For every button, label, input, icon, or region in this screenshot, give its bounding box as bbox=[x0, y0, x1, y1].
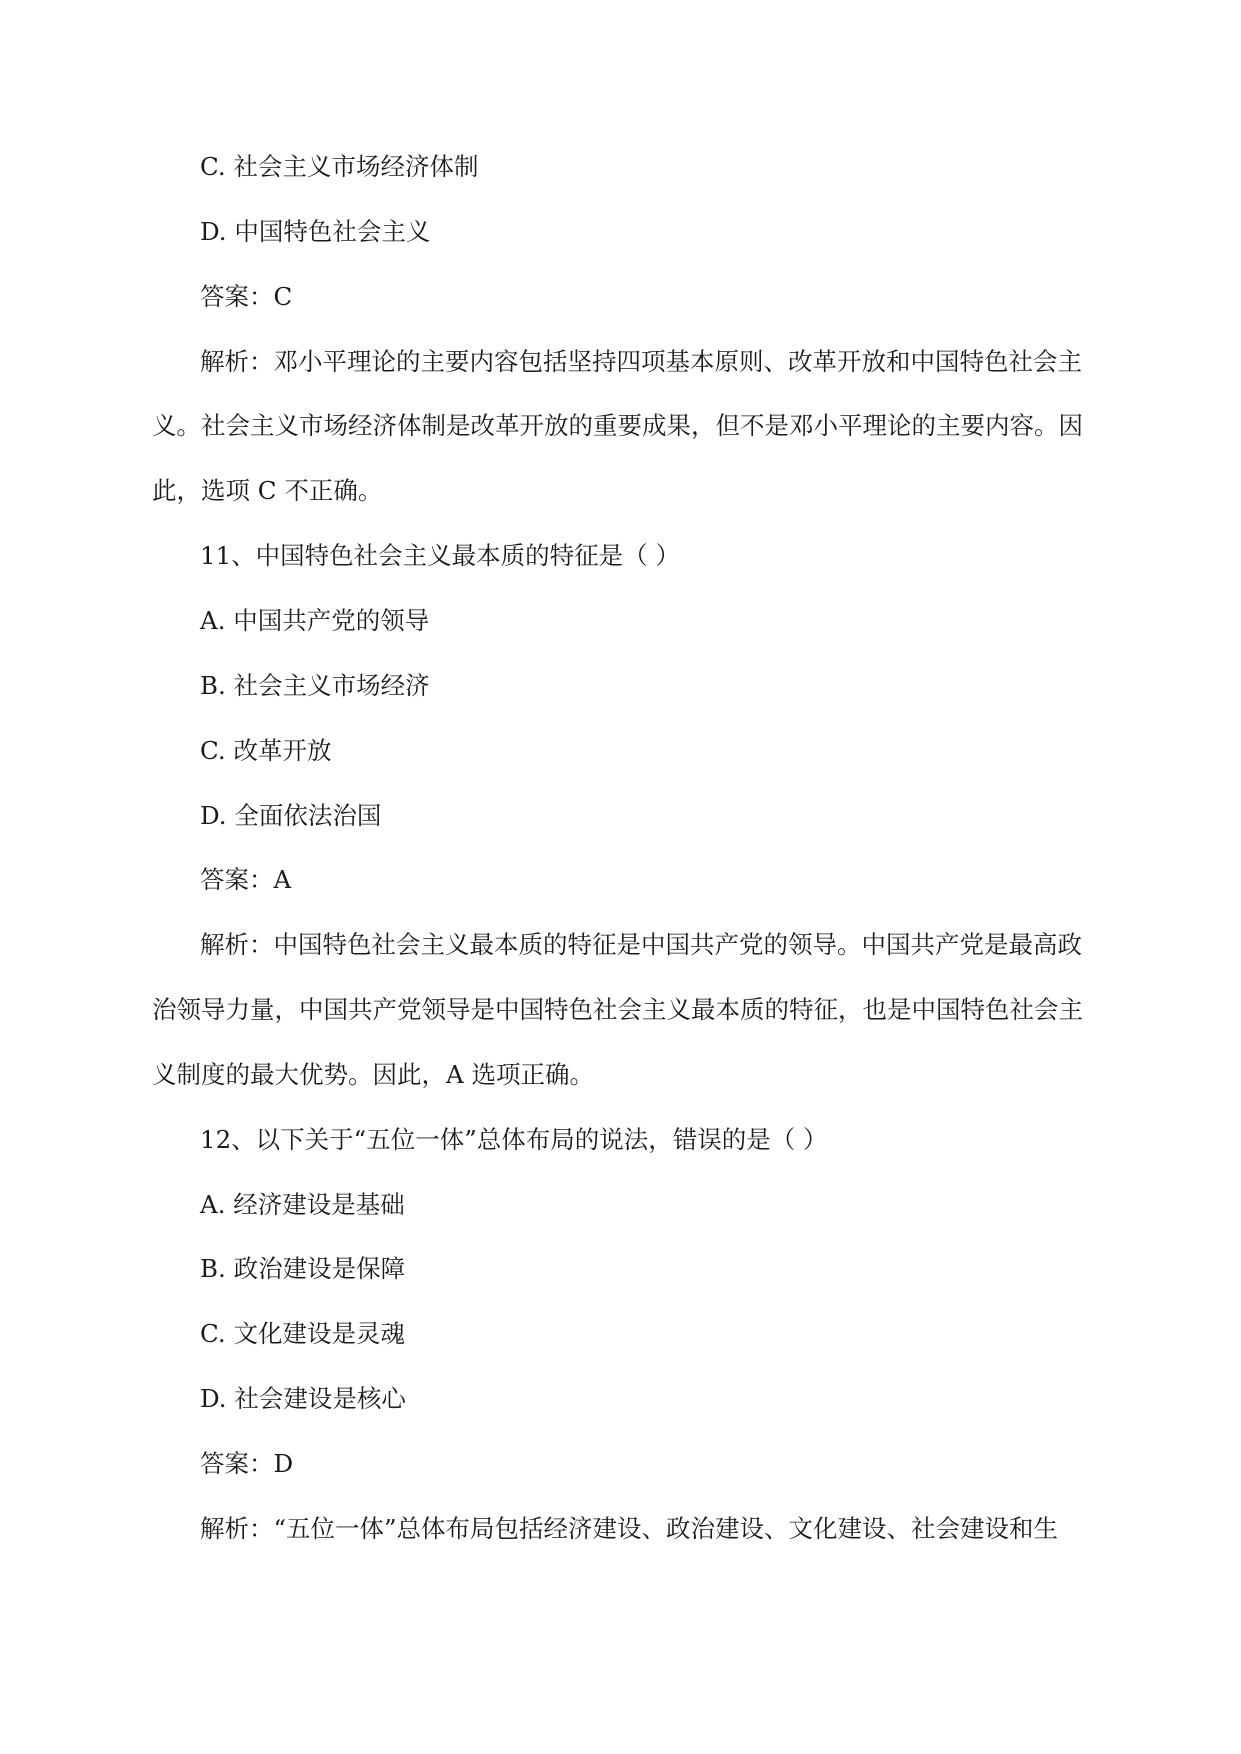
question-stem: 12、以下关于“五位一体”总体布局的说法，错误的是（ ） bbox=[200, 1125, 828, 1154]
explanation-line: 解析：中国特色社会主义最本质的特征是中国共产党的领导。中国共产党是最高政 bbox=[200, 930, 1082, 959]
option-text: D. 中国特色社会主义 bbox=[200, 217, 431, 246]
answer-line: 答案：C bbox=[200, 282, 293, 311]
explanation-line: 义制度的最大优势。因此，A 选项正确。 bbox=[152, 1060, 594, 1089]
option-text: C. 改革开放 bbox=[200, 736, 332, 765]
option-text: C. 文化建设是灵魂 bbox=[200, 1319, 405, 1348]
explanation-line: 治领导力量，中国共产党领导是中国特色社会主义最本质的特征，也是中国特色社会主 bbox=[152, 995, 1083, 1024]
explanation-line: 义。社会主义市场经济体制是改革开放的重要成果，但不是邓小平理论的主要内容。因 bbox=[152, 411, 1083, 440]
option-text: C. 社会主义市场经济体制 bbox=[200, 152, 479, 181]
option-text: D. 社会建设是核心 bbox=[200, 1384, 406, 1413]
explanation-line: 解析：邓小平理论的主要内容包括坚持四项基本原则、改革开放和中国特色社会主 bbox=[200, 347, 1082, 376]
answer-line: 答案：D bbox=[200, 1449, 294, 1478]
option-text: B. 政治建设是保障 bbox=[200, 1254, 406, 1283]
answer-line: 答案：A bbox=[200, 865, 292, 894]
option-text: A. 经济建设是基础 bbox=[200, 1190, 405, 1219]
explanation-line: 解析：“五位一体”总体布局包括经济建设、政治建设、文化建设、社会建设和生 bbox=[200, 1514, 1059, 1543]
explanation-line: 此，选项 C 不正确。 bbox=[152, 476, 383, 505]
option-text: A. 中国共产党的领导 bbox=[200, 606, 430, 635]
option-text: D. 全面依法治国 bbox=[200, 801, 382, 830]
option-text: B. 社会主义市场经济 bbox=[200, 671, 430, 700]
question-stem: 11、中国特色社会主义最本质的特征是（ ） bbox=[200, 541, 680, 570]
